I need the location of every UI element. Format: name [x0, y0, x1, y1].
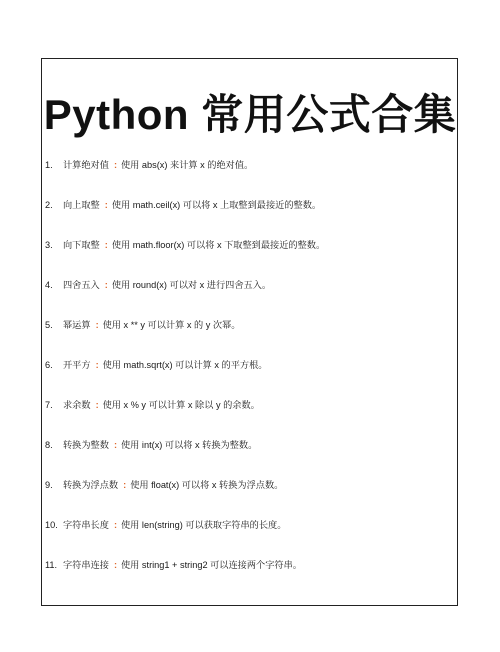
- list-item: [45, 158, 455, 198]
- item-number: 6.: [45, 360, 53, 370]
- list-item: [45, 318, 455, 358]
- item-name: 求余数: [63, 400, 91, 410]
- page-title: Python 常用公式合集: [43, 91, 457, 138]
- item-name: 向下取整: [63, 240, 100, 250]
- item-number: 8.: [45, 440, 53, 450]
- item-colon: :: [95, 360, 99, 370]
- item-description: 使用 float(x) 可以将 x 转换为浮点数。: [130, 480, 284, 490]
- item-number: 11.: [45, 560, 58, 570]
- list-item: [45, 558, 455, 598]
- item-name: 转换为整数: [63, 440, 109, 450]
- item-name: 幂运算: [63, 320, 91, 330]
- item-description: 使用 int(x) 可以将 x 转换为整数。: [121, 440, 258, 450]
- formula-list: [45, 158, 455, 598]
- item-description: 使用 abs(x) 来计算 x 的绝对值。: [121, 160, 254, 170]
- item-number: 9.: [45, 480, 53, 490]
- item-description: 使用 x % y 可以计算 x 除以 y 的余数。: [102, 400, 260, 410]
- item-number: 5.: [45, 320, 53, 330]
- list-item: [45, 198, 455, 238]
- item-colon: :: [95, 320, 99, 330]
- item-colon: :: [113, 520, 117, 530]
- item-colon: :: [95, 400, 99, 410]
- list-item: [45, 278, 455, 318]
- item-colon: :: [113, 560, 117, 570]
- item-number: 2.: [45, 200, 53, 210]
- list-item: [45, 398, 455, 438]
- item-colon: :: [123, 480, 127, 490]
- item-name: 转换为浮点数: [63, 480, 119, 490]
- list-item: [45, 358, 455, 398]
- list-item: [45, 438, 455, 478]
- item-colon: :: [104, 200, 108, 210]
- list-item: [45, 518, 455, 558]
- item-description: 使用 x ** y 可以计算 x 的 y 次幂。: [102, 320, 241, 330]
- item-name: 四舍五入: [63, 280, 100, 290]
- list-item: [45, 478, 455, 518]
- item-name: 向上取整: [63, 200, 100, 210]
- item-number: 4.: [45, 280, 53, 290]
- item-description: 使用 round(x) 可以对 x 进行四舍五入。: [111, 280, 272, 290]
- item-number: 3.: [45, 240, 53, 250]
- item-name: 开平方: [63, 360, 91, 370]
- item-description: 使用 math.ceil(x) 可以将 x 上取整到最接近的整数。: [111, 200, 322, 210]
- item-name: 字符串连接: [63, 560, 109, 570]
- item-number: 7.: [45, 400, 53, 410]
- item-colon: :: [113, 440, 117, 450]
- item-number: 1.: [45, 160, 53, 170]
- item-colon: :: [104, 240, 108, 250]
- item-colon: :: [104, 280, 108, 290]
- item-description: 使用 string1 + string2 可以连接两个字符串。: [121, 560, 302, 570]
- item-name: 字符串长度: [63, 520, 109, 530]
- item-name: 计算绝对值: [63, 160, 109, 170]
- list-item: [45, 238, 455, 278]
- item-description: 使用 len(string) 可以获取字符串的长度。: [121, 520, 287, 530]
- item-number: 10.: [45, 520, 58, 530]
- item-description: 使用 math.sqrt(x) 可以计算 x 的平方根。: [102, 360, 268, 370]
- item-description: 使用 math.floor(x) 可以将 x 下取整到最接近的整数。: [111, 240, 326, 250]
- item-colon: :: [113, 160, 117, 170]
